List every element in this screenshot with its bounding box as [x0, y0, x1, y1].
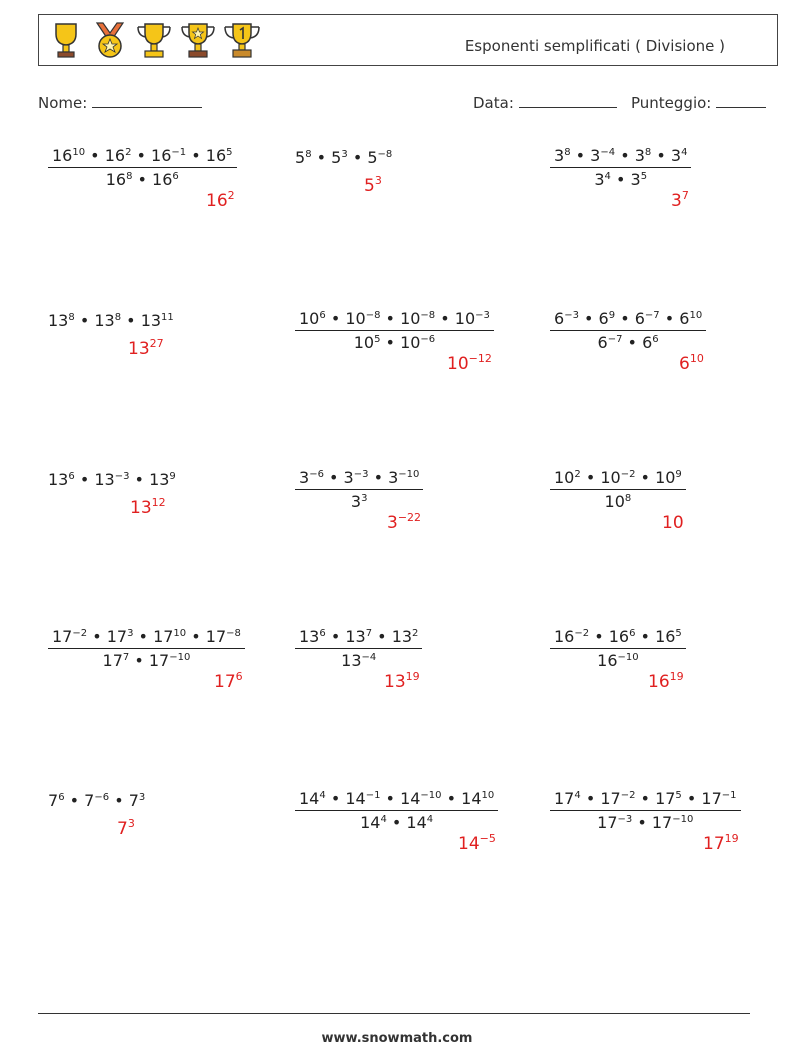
answer-14 — [458, 834, 496, 854]
power-term: $7^3$ — [128, 791, 146, 810]
fraction — [550, 309, 706, 352]
power-term: $3^4$ — [670, 146, 688, 165]
power-term: $3^8$ — [634, 146, 652, 165]
power-term: $13^6$ — [299, 627, 326, 646]
answer-power: $10^{-12}$ — [447, 352, 492, 374]
fraction — [550, 789, 741, 832]
problem-9 — [550, 468, 686, 511]
power-term: $3^{-4}$ — [590, 146, 616, 165]
answer-power: 10 — [662, 513, 684, 533]
power-term: $16^{-10}$ — [597, 651, 639, 670]
product-expression: $13^8$ • $13^8$ • $13^{11}$ — [48, 311, 174, 330]
power-term: $13^{11}$ — [140, 311, 174, 330]
numerator: $17^4$ • $17^{-2}$ • $17^5$ • $17^{-1}$ — [550, 789, 741, 811]
power-term: $13^2$ — [391, 627, 419, 646]
answer-8 — [387, 513, 421, 533]
product-expression: $5^8$ • $5^3$ • $5^{-8}$ — [295, 148, 393, 167]
answer-power: $13^{12}$ — [130, 496, 166, 518]
numerator: $16^{10}$ • $16^2$ • $16^{-1}$ • $16^5$ — [48, 146, 237, 168]
power-term: $16^2$ — [104, 146, 132, 165]
power-term: $14^4$ — [406, 813, 434, 832]
power-term: $13^8$ — [48, 311, 75, 330]
medal-star-icon — [91, 20, 129, 60]
power-term: $3^8$ — [554, 146, 571, 165]
answer-power: $17^6$ — [214, 670, 243, 692]
numerator: $10^2$ • $10^{-2}$ • $10^9$ — [550, 468, 686, 490]
numerator: $13^6$ • $13^7$ • $13^2$ — [295, 627, 422, 649]
power-term: $3^{-10}$ — [388, 468, 420, 487]
power-term: $10^8$ — [604, 492, 632, 511]
answer-power: $13^{27}$ — [128, 337, 164, 359]
power-term: $5^{-8}$ — [367, 148, 393, 167]
problem-8 — [295, 468, 423, 511]
numerator: $10^6$ • $10^{-8}$ • $10^{-8}$ • $10^{-3}$ — [295, 309, 494, 331]
numerator: $14^4$ • $14^{-1}$ • $14^{-10}$ • $14^{10}$ — [295, 789, 498, 811]
power-term: $3^4$ — [594, 170, 611, 189]
answer-11 — [384, 672, 420, 692]
footer-url: www.snowmath.com — [321, 1031, 473, 1046]
fraction — [295, 309, 494, 352]
answer-6 — [679, 354, 704, 374]
problem-3 — [550, 146, 691, 189]
worksheet-title: Esponenti semplificati ( Divisione ) — [464, 37, 725, 55]
product-expression: $7^6$ • $7^{-6}$ • $7^3$ — [48, 791, 146, 810]
power-term: $6^{-3}$ — [554, 309, 579, 328]
power-term: $13^9$ — [149, 470, 176, 489]
trophy-star-icon — [179, 20, 217, 60]
power-term: $3^3$ — [350, 492, 368, 511]
answer-power: $7^3$ — [117, 817, 135, 839]
answer-power: $13^{19}$ — [384, 670, 420, 692]
power-term: $17^4$ — [554, 789, 581, 808]
denominator — [295, 490, 423, 511]
power-term: $6^9$ — [598, 309, 616, 328]
power-term: $10^6$ — [299, 309, 326, 328]
answer-10 — [214, 672, 243, 692]
power-term: $7^6$ — [48, 791, 65, 810]
answer-4 — [128, 339, 164, 359]
answer-power: $6^{10}$ — [679, 352, 704, 374]
problem-12 — [550, 627, 686, 670]
power-term: $10^9$ — [655, 468, 682, 487]
problem-13 — [48, 791, 145, 810]
power-term: $17^{-2}$ — [600, 789, 636, 808]
fraction — [48, 146, 237, 189]
power-term: $10^{-2}$ — [600, 468, 636, 487]
name-label: Nome: — [38, 94, 88, 112]
denominator — [550, 649, 686, 670]
power-term: $16^{-1}$ — [151, 146, 187, 165]
problem-5 — [295, 309, 494, 352]
fraction — [550, 627, 686, 670]
denominator: $6^{-7}$ • $6^6$ — [597, 333, 659, 352]
answer-power: $3^{-22}$ — [387, 511, 422, 533]
problem-11 — [295, 627, 422, 670]
fraction — [295, 789, 498, 832]
power-term: $5^3$ — [331, 148, 348, 167]
power-term: $16^{10}$ — [52, 146, 86, 165]
power-term: $17^{-8}$ — [205, 627, 241, 646]
score-label: Punteggio: — [631, 94, 712, 112]
power-term: $17^5$ — [655, 789, 682, 808]
power-term: $17^{-2}$ — [52, 627, 88, 646]
answer-5 — [447, 354, 492, 374]
fraction — [295, 468, 423, 511]
problem-14 — [295, 789, 498, 832]
power-term: $6^6$ — [642, 333, 659, 352]
name-line[interactable] — [92, 95, 202, 108]
answer-15 — [703, 834, 739, 854]
power-term: $16^{-2}$ — [554, 627, 590, 646]
power-term: $16^8$ — [105, 170, 133, 189]
trophy-row — [47, 20, 261, 60]
answer-power: $5^3$ — [364, 174, 382, 196]
power-term: $3^{-6}$ — [299, 468, 324, 487]
power-term: $6^{-7}$ — [634, 309, 660, 328]
fraction — [550, 146, 691, 189]
power-term: $17^{-3}$ — [597, 813, 633, 832]
worksheet-header — [38, 14, 778, 66]
answer-power: $16^{19}$ — [648, 670, 684, 692]
name-field[interactable] — [38, 94, 202, 112]
answer-3 — [671, 191, 689, 211]
denominator: $3^4$ • $3^5$ — [594, 170, 648, 189]
problem-10 — [48, 627, 245, 670]
problem-1 — [48, 146, 237, 189]
power-term: $10^{-3}$ — [454, 309, 490, 328]
score-field[interactable] — [631, 94, 766, 112]
numerator: $3^8$ • $3^{-4}$ • $3^8$ • $3^4$ — [550, 146, 691, 168]
power-term: $7^{-6}$ — [84, 791, 110, 810]
trophy-cup-icon — [47, 20, 85, 60]
power-term: $14^4$ — [299, 789, 326, 808]
power-term: $10^{-8}$ — [345, 309, 381, 328]
power-term: $13^8$ — [94, 311, 122, 330]
problem-4 — [48, 311, 174, 330]
power-term: $10^5$ — [353, 333, 381, 352]
answer-power: $16^2$ — [206, 189, 235, 211]
power-term: $10^2$ — [554, 468, 581, 487]
trophy-star-icon — [135, 20, 173, 60]
date-field[interactable] — [473, 94, 617, 112]
power-term: $17^{-10}$ — [651, 813, 694, 832]
power-term: $5^8$ — [295, 148, 312, 167]
answer-13 — [117, 819, 135, 839]
fraction — [295, 627, 422, 670]
power-term: $13^{-4}$ — [341, 651, 377, 670]
answer-power: $3^7$ — [671, 189, 689, 211]
numerator: $6^{-3}$ • $6^9$ • $6^{-7}$ • $6^{10}$ — [550, 309, 706, 331]
power-term: $17^7$ — [102, 651, 130, 670]
denominator — [295, 649, 422, 670]
product-expression: $13^6$ • $13^{-3}$ • $13^9$ — [48, 470, 176, 489]
power-term: $16^5$ — [205, 146, 233, 165]
answer-power: $17^{19}$ — [703, 832, 739, 854]
power-term: $17^{-1}$ — [701, 789, 737, 808]
numerator: $17^{-2}$ • $17^3$ • $17^{10}$ • $17^{-8}$ — [48, 627, 245, 649]
power-term: $16^5$ — [655, 627, 682, 646]
power-term: $6^{-7}$ — [597, 333, 623, 352]
fraction — [48, 627, 245, 670]
trophy-number-one-icon — [223, 20, 261, 60]
power-term: $13^7$ — [345, 627, 373, 646]
problem-15 — [550, 789, 741, 832]
problem-6 — [550, 309, 706, 352]
power-term: $17^{10}$ — [153, 627, 187, 646]
answer-7 — [130, 498, 166, 518]
problem-7 — [48, 470, 176, 489]
power-term: $16^6$ — [608, 627, 636, 646]
problem-2 — [295, 148, 392, 167]
power-term: $13^6$ — [48, 470, 75, 489]
date-label: Data: — [473, 94, 514, 112]
power-term: $13^{-3}$ — [94, 470, 130, 489]
power-term: $10^{-8}$ — [400, 309, 436, 328]
power-term: $10^{-6}$ — [400, 333, 436, 352]
power-term: $17^3$ — [106, 627, 134, 646]
power-term: $14^{10}$ — [461, 789, 495, 808]
denominator: $17^7$ • $17^{-10}$ — [102, 651, 191, 670]
fraction — [550, 468, 686, 511]
power-term: $6^{10}$ — [679, 309, 703, 328]
power-term: $14^{-10}$ — [400, 789, 442, 808]
denominator — [550, 490, 686, 511]
denominator: $17^{-3}$ • $17^{-10}$ — [597, 813, 694, 832]
answer-12 — [648, 672, 684, 692]
numerator: $16^{-2}$ • $16^6$ • $16^5$ — [550, 627, 686, 649]
answer-1 — [206, 191, 235, 211]
power-term: $14^{-1}$ — [345, 789, 381, 808]
power-term: $17^{-10}$ — [148, 651, 191, 670]
power-term: $3^5$ — [630, 170, 648, 189]
power-term: $3^{-3}$ — [343, 468, 369, 487]
answer-9 — [662, 513, 684, 533]
denominator: $16^8$ • $16^6$ — [105, 170, 179, 189]
date-line[interactable] — [519, 95, 617, 108]
footer-divider — [38, 1013, 750, 1014]
denominator: $10^5$ • $10^{-6}$ — [353, 333, 436, 352]
answer-power: $14^{-5}$ — [458, 832, 496, 854]
denominator: $14^4$ • $14^4$ — [360, 813, 434, 832]
score-line[interactable] — [716, 95, 766, 108]
power-term: $16^6$ — [152, 170, 179, 189]
answer-2 — [364, 176, 382, 196]
power-term: $14^4$ — [360, 813, 387, 832]
numerator: $3^{-6}$ • $3^{-3}$ • $3^{-10}$ — [295, 468, 423, 490]
